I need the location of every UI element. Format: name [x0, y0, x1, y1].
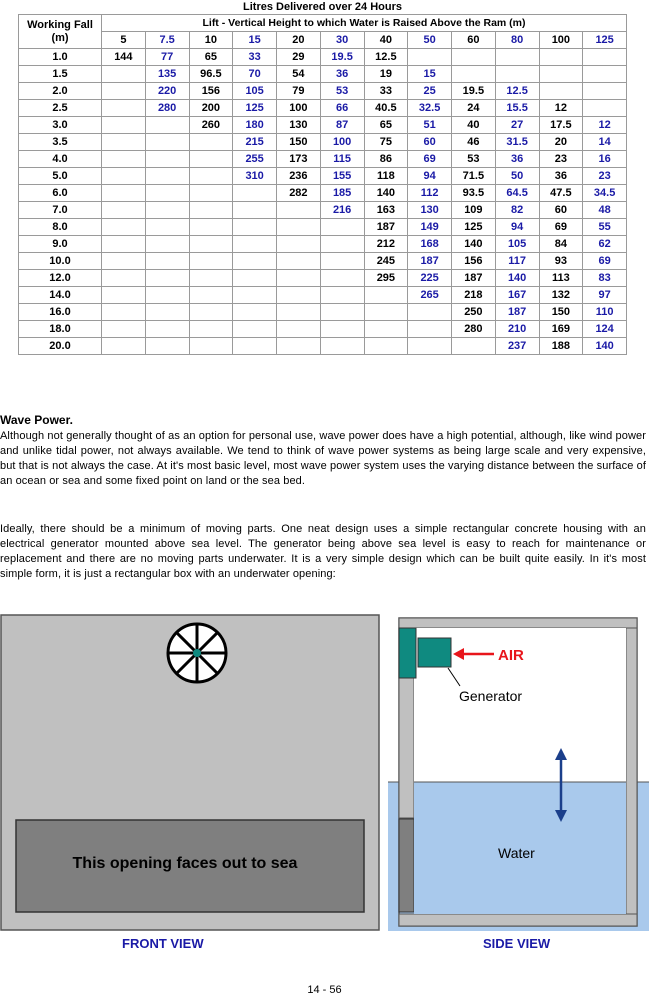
- table-cell: [233, 202, 277, 219]
- table-cell: [277, 304, 321, 321]
- table-cell: [364, 287, 408, 304]
- table-cell: 93: [539, 253, 583, 270]
- table-row: [19, 49, 627, 66]
- table-cell: [102, 321, 146, 338]
- side-view-caption: SIDE VIEW: [483, 936, 551, 951]
- table-cell: 69: [539, 219, 583, 236]
- table-cell: 105: [495, 236, 539, 253]
- paragraph-1-block: [0, 429, 646, 489]
- lift-value-header: 5: [102, 32, 146, 49]
- table-cell: 79: [277, 83, 321, 100]
- table-cell: 86: [364, 151, 408, 168]
- table-cell: 40.5: [364, 100, 408, 117]
- table-cell: [320, 270, 364, 287]
- working-fall-cell: 3.5: [19, 134, 102, 151]
- table-cell: 109: [452, 202, 496, 219]
- table-cell: 64.5: [495, 185, 539, 202]
- table-cell: 100: [320, 134, 364, 151]
- working-fall-header: Working Fall: [27, 18, 93, 31]
- table-cell: 188: [539, 338, 583, 355]
- table-cell: 149: [408, 219, 452, 236]
- table-cell: 150: [277, 134, 321, 151]
- lift-values-row: [19, 32, 627, 49]
- table-cell: 280: [145, 100, 189, 117]
- table-cell: [233, 253, 277, 270]
- table-cell: 19.5: [320, 49, 364, 66]
- lift-value-header: 30: [320, 32, 364, 49]
- table-cell: [189, 134, 233, 151]
- table-cell: [189, 202, 233, 219]
- side-view-diagram: [388, 614, 649, 931]
- table-cell: 218: [452, 287, 496, 304]
- lift-value-header: 100: [539, 32, 583, 49]
- lift-value-header: 7.5: [145, 32, 189, 49]
- table-cell: 216: [320, 202, 364, 219]
- left-wall-opening: [399, 819, 414, 912]
- working-fall-cell: 1.0: [19, 49, 102, 66]
- top-wall: [399, 618, 637, 628]
- table-cell: [320, 304, 364, 321]
- table-cell: 130: [277, 117, 321, 134]
- table-cell: 51: [408, 117, 452, 134]
- table-cell: 140: [583, 338, 627, 355]
- table-cell: 156: [452, 253, 496, 270]
- table-cell: [539, 49, 583, 66]
- table-cell: [189, 270, 233, 287]
- air-label: AIR: [498, 647, 524, 664]
- generator-label: Generator: [459, 688, 523, 704]
- table-cell: 96.5: [189, 66, 233, 83]
- table-row: [19, 236, 627, 253]
- table-cell: 105: [233, 83, 277, 100]
- table-cell: 29: [277, 49, 321, 66]
- table-cell: [189, 253, 233, 270]
- table-cell: [145, 134, 189, 151]
- table-cell: [102, 202, 146, 219]
- table-cell: 62: [583, 236, 627, 253]
- table-cell: [189, 338, 233, 355]
- table-cell: 54: [277, 66, 321, 83]
- working-fall-cell: 10.0: [19, 253, 102, 270]
- table-cell: 19: [364, 66, 408, 83]
- table-cell: 169: [539, 321, 583, 338]
- table-cell: 265: [408, 287, 452, 304]
- table-cell: [408, 321, 452, 338]
- table-cell: 65: [189, 49, 233, 66]
- table-cell: [539, 66, 583, 83]
- table-cell: [102, 270, 146, 287]
- table-cell: [145, 304, 189, 321]
- table-cell: 210: [495, 321, 539, 338]
- table-cell: [233, 185, 277, 202]
- table-cell: 40: [452, 117, 496, 134]
- table-cell: 94: [408, 168, 452, 185]
- table-cell: 32.5: [408, 100, 452, 117]
- lift-value-header: 20: [277, 32, 321, 49]
- table-cell: [189, 168, 233, 185]
- table-cell: 125: [452, 219, 496, 236]
- table-row: [19, 185, 627, 202]
- front-view-diagram: [0, 614, 381, 931]
- table-cell: 132: [539, 287, 583, 304]
- lift-value-header: 50: [408, 32, 452, 49]
- table-cell: [102, 219, 146, 236]
- table-row: [19, 168, 627, 185]
- table-cell: 173: [277, 151, 321, 168]
- table-cell: 14: [583, 134, 627, 151]
- table-cell: 36: [320, 66, 364, 83]
- table-cell: 155: [320, 168, 364, 185]
- lift-value-header: 60: [452, 32, 496, 49]
- delivery-table: [18, 14, 627, 355]
- table-cell: 167: [495, 287, 539, 304]
- table-cell: [189, 219, 233, 236]
- table-cell: [102, 117, 146, 134]
- table-cell: 87: [320, 117, 364, 134]
- working-fall-cell: 20.0: [19, 338, 102, 355]
- table-cell: 48: [583, 202, 627, 219]
- working-fall-cell: 1.5: [19, 66, 102, 83]
- table-cell: 200: [189, 100, 233, 117]
- generator-wheel-icon: [168, 624, 226, 682]
- table-cell: 65: [364, 117, 408, 134]
- lift-value-header: 125: [583, 32, 627, 49]
- table-cell: 66: [320, 100, 364, 117]
- table-cell: [145, 185, 189, 202]
- table-cell: [583, 66, 627, 83]
- opening-label: This opening faces out to sea: [72, 855, 298, 872]
- table-cell: 215: [233, 134, 277, 151]
- table-cell: 33: [233, 49, 277, 66]
- table-cell: [102, 66, 146, 83]
- table-cell: 60: [408, 134, 452, 151]
- table-cell: 144: [102, 49, 146, 66]
- table-cell: 282: [277, 185, 321, 202]
- working-fall-cell: 3.0: [19, 117, 102, 134]
- table-cell: 34.5: [583, 185, 627, 202]
- table-cell: [277, 287, 321, 304]
- table-cell: [233, 321, 277, 338]
- table-cell: 310: [233, 168, 277, 185]
- working-fall-cell: 5.0: [19, 168, 102, 185]
- table-cell: [145, 287, 189, 304]
- table-cell: 71.5: [452, 168, 496, 185]
- table-cell: 125: [233, 100, 277, 117]
- working-fall-cell: 14.0: [19, 287, 102, 304]
- table-cell: [145, 219, 189, 236]
- table-cell: 20: [539, 134, 583, 151]
- table-cell: 130: [408, 202, 452, 219]
- water-label: Water: [498, 845, 535, 861]
- front-view-caption: FRONT VIEW: [122, 936, 204, 951]
- table-cell: [189, 185, 233, 202]
- paragraph-1: Although not generally thought of as an option for personal use, wave power does have a high potential, although, like wind power and unlike tidal power, not always available. We tend to think of wave power systems as being large scale and very expensive, but that is not always the case. At it's most basic level, most wave power system uses the varying distance between the surface of an ocean or sea and some fixed point on land or the sea bed.: [0, 430, 646, 487]
- table-cell: [102, 134, 146, 151]
- table-cell: 97: [583, 287, 627, 304]
- table-cell: [583, 83, 627, 100]
- delivery-table-body: [19, 15, 627, 355]
- table-cell: [102, 100, 146, 117]
- table-cell: [495, 49, 539, 66]
- table-cell: [102, 304, 146, 321]
- table-cell: [145, 270, 189, 287]
- table-cell: [189, 304, 233, 321]
- table-cell: 280: [452, 321, 496, 338]
- table-cell: 53: [452, 151, 496, 168]
- table-cell: 115: [320, 151, 364, 168]
- table-cell: 55: [583, 219, 627, 236]
- table-cell: 250: [452, 304, 496, 321]
- table-cell: 12.5: [495, 83, 539, 100]
- working-fall-header-cell: [19, 15, 102, 49]
- table-cell: 187: [364, 219, 408, 236]
- page-number: 14 - 56: [307, 984, 342, 996]
- table-cell: 163: [364, 202, 408, 219]
- table-cell: 245: [364, 253, 408, 270]
- table-cell: 112: [408, 185, 452, 202]
- table-cell: 84: [539, 236, 583, 253]
- table-cell: 255: [233, 151, 277, 168]
- table-cell: 23: [583, 168, 627, 185]
- table-cell: 19.5: [452, 83, 496, 100]
- table-cell: [452, 49, 496, 66]
- table-cell: 117: [495, 253, 539, 270]
- table-cell: 36: [495, 151, 539, 168]
- table-cell: 140: [495, 270, 539, 287]
- table-cell: [102, 287, 146, 304]
- table-row: [19, 304, 627, 321]
- table-cell: 12.5: [364, 49, 408, 66]
- table-row: [19, 100, 627, 117]
- table-cell: [233, 270, 277, 287]
- working-fall-cell: 18.0: [19, 321, 102, 338]
- table-cell: [145, 236, 189, 253]
- table-cell: 77: [145, 49, 189, 66]
- table-cell: 47.5: [539, 185, 583, 202]
- table-cell: [145, 168, 189, 185]
- table-cell: 93.5: [452, 185, 496, 202]
- table-cell: 12: [539, 100, 583, 117]
- table-cell: [145, 151, 189, 168]
- table-header-row: [19, 15, 627, 32]
- table-cell: 24: [452, 100, 496, 117]
- table-cell: [583, 100, 627, 117]
- table-cell: 212: [364, 236, 408, 253]
- table-cell: 16: [583, 151, 627, 168]
- working-fall-cell: 6.0: [19, 185, 102, 202]
- working-fall-cell: 7.0: [19, 202, 102, 219]
- table-cell: 187: [452, 270, 496, 287]
- table-cell: [145, 117, 189, 134]
- table-cell: 15.5: [495, 100, 539, 117]
- table-cell: [102, 151, 146, 168]
- table-cell: [277, 270, 321, 287]
- table-cell: [408, 304, 452, 321]
- table-cell: [189, 287, 233, 304]
- table-cell: 187: [408, 253, 452, 270]
- table-cell: [102, 83, 146, 100]
- table-cell: [145, 253, 189, 270]
- lift-value-header: 10: [189, 32, 233, 49]
- table-cell: 23: [539, 151, 583, 168]
- table-cell: 295: [364, 270, 408, 287]
- table-cell: 15: [408, 66, 452, 83]
- table-cell: [539, 83, 583, 100]
- working-fall-cell: 4.0: [19, 151, 102, 168]
- table-cell: 50: [495, 168, 539, 185]
- table-cell: [277, 219, 321, 236]
- table-cell: [233, 287, 277, 304]
- table-cell: 36: [539, 168, 583, 185]
- table-cell: 53: [320, 83, 364, 100]
- table-cell: [145, 202, 189, 219]
- table-cell: [408, 49, 452, 66]
- table-cell: [408, 338, 452, 355]
- table-cell: [364, 321, 408, 338]
- table-cell: [102, 168, 146, 185]
- table-row: [19, 83, 627, 100]
- table-cell: [277, 321, 321, 338]
- table-cell: [277, 253, 321, 270]
- paragraph-2-block: [0, 522, 646, 582]
- table-cell: [320, 253, 364, 270]
- table-row: [19, 270, 627, 287]
- table-cell: [452, 338, 496, 355]
- table-cell: 60: [539, 202, 583, 219]
- table-row: [19, 219, 627, 236]
- table-cell: 180: [233, 117, 277, 134]
- table-cell: 156: [189, 83, 233, 100]
- table-cell: [233, 338, 277, 355]
- table-cell: [364, 338, 408, 355]
- table-cell: [320, 287, 364, 304]
- table-row: [19, 287, 627, 304]
- table-row: [19, 202, 627, 219]
- table-cell: [189, 151, 233, 168]
- table-cell: 33: [364, 83, 408, 100]
- table-cell: 185: [320, 185, 364, 202]
- table-cell: [189, 236, 233, 253]
- table-cell: [145, 321, 189, 338]
- table-cell: [277, 236, 321, 253]
- table-row: [19, 66, 627, 83]
- working-fall-cell: 9.0: [19, 236, 102, 253]
- lift-value-header: 40: [364, 32, 408, 49]
- table-cell: [145, 338, 189, 355]
- table-cell: 168: [408, 236, 452, 253]
- table-cell: 118: [364, 168, 408, 185]
- table-cell: [583, 49, 627, 66]
- table-cell: 27: [495, 117, 539, 134]
- table-row: [19, 338, 627, 355]
- table-cell: [102, 236, 146, 253]
- working-fall-cell: 2.0: [19, 83, 102, 100]
- table-cell: 94: [495, 219, 539, 236]
- table-cell: [189, 321, 233, 338]
- table-cell: [364, 304, 408, 321]
- table-cell: [495, 66, 539, 83]
- table-cell: [102, 338, 146, 355]
- table-cell: 69: [408, 151, 452, 168]
- table-cell: 140: [364, 185, 408, 202]
- table-row: [19, 253, 627, 270]
- table-cell: [102, 185, 146, 202]
- table-cell: 220: [145, 83, 189, 100]
- table-cell: 25: [408, 83, 452, 100]
- table-cell: 140: [452, 236, 496, 253]
- working-fall-cell: 12.0: [19, 270, 102, 287]
- table-cell: 225: [408, 270, 452, 287]
- table-cell: [233, 219, 277, 236]
- table-cell: 150: [539, 304, 583, 321]
- working-fall-cell: 8.0: [19, 219, 102, 236]
- table-cell: 69: [583, 253, 627, 270]
- working-fall-unit: (m): [51, 31, 69, 44]
- table-cell: [452, 66, 496, 83]
- table-cell: 260: [189, 117, 233, 134]
- table-cell: 187: [495, 304, 539, 321]
- table-cell: [320, 219, 364, 236]
- table-cell: 31.5: [495, 134, 539, 151]
- table-cell: 113: [539, 270, 583, 287]
- table-cell: 236: [277, 168, 321, 185]
- bottom-wall: [399, 914, 637, 926]
- working-fall-cell: 2.5: [19, 100, 102, 117]
- table-cell: 70: [233, 66, 277, 83]
- table-cell: 17.5: [539, 117, 583, 134]
- paragraph-2: Ideally, there should be a minimum of moving parts. One neat design uses a simple rectangular concrete housing with an electrical generator mounted above sea level. The generator being above sea level is easy to reach for maintenance or replacement and there are no moving parts underwater. It is a very simple design which can be built quite easily. In it's most simple form, it is just a rectangular box with an underwater opening:: [0, 523, 646, 580]
- table-cell: [277, 202, 321, 219]
- table-cell: [233, 304, 277, 321]
- table-row: [19, 134, 627, 151]
- table-cell: [277, 338, 321, 355]
- right-wall: [626, 618, 637, 926]
- table-cell: [233, 236, 277, 253]
- lift-value-header: 80: [495, 32, 539, 49]
- table-title: Litres Delivered over 24 Hours: [243, 1, 402, 13]
- table-cell: 135: [145, 66, 189, 83]
- table-row: [19, 151, 627, 168]
- table-row: [19, 321, 627, 338]
- table-cell: 82: [495, 202, 539, 219]
- table-row: [19, 117, 627, 134]
- table-cell: 75: [364, 134, 408, 151]
- table-cell: 237: [495, 338, 539, 355]
- table-cell: 110: [583, 304, 627, 321]
- table-cell: [320, 236, 364, 253]
- table-cell: [320, 338, 364, 355]
- lift-header: Lift - Vertical Height to which Water is Raised Above the Ram (m): [102, 15, 627, 32]
- section-heading: Wave Power.: [0, 413, 73, 427]
- table-cell: 46: [452, 134, 496, 151]
- table-cell: [102, 253, 146, 270]
- table-cell: 124: [583, 321, 627, 338]
- table-cell: 83: [583, 270, 627, 287]
- table-cell: [320, 321, 364, 338]
- table-cell: 12: [583, 117, 627, 134]
- working-fall-cell: 16.0: [19, 304, 102, 321]
- table-cell: 100: [277, 100, 321, 117]
- lift-value-header: 15: [233, 32, 277, 49]
- delivery-table-container: [18, 0, 627, 355]
